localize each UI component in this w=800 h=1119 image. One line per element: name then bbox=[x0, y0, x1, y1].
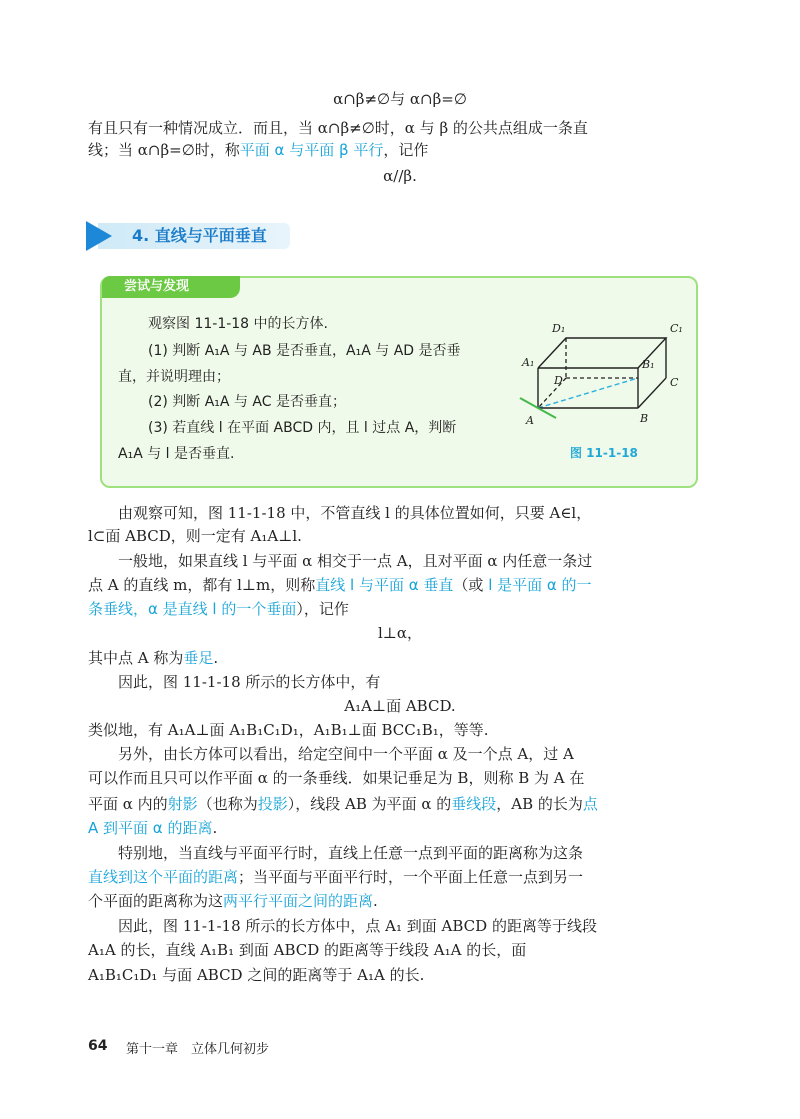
try-line: (3) 若直线 l 在平面 ABCD 内，且 l 过点 A，判断 bbox=[148, 420, 457, 436]
section-heading bbox=[86, 221, 292, 251]
term-highlight: A 到平面 α 的距离 bbox=[88, 819, 213, 837]
text: 个平面的距离称为这 bbox=[88, 892, 224, 910]
text: 线；当 α∩β=∅时，称 bbox=[88, 141, 240, 159]
text: ；当平面与平面平行时，一个平面上任意一点到另一 bbox=[238, 868, 584, 886]
paragraph-line bbox=[88, 793, 598, 815]
paragraph-line: 类似地，有 A₁A⊥面 A₁B₁C₁D₁，A₁B₁⊥面 BCC₁B₁，等等. bbox=[88, 721, 489, 739]
text: ，记作 bbox=[383, 141, 429, 159]
label-b: B bbox=[640, 412, 649, 425]
paragraph-line: 特别地，当直线与平面平行时，直线上任意一点到平面的距离称为这条 bbox=[118, 844, 584, 862]
paragraph-line: 有且只有一种情况成立．而且，当 α∩β≠∅时，α 与 β 的公共点组成一条直 bbox=[88, 119, 588, 137]
paragraph-line bbox=[88, 866, 583, 888]
formula-a1a-perp: A₁A⊥面 ABCD. bbox=[344, 697, 456, 715]
paragraph-line bbox=[88, 817, 217, 839]
try-discover-label: 尝试与发现 bbox=[124, 279, 190, 294]
paragraph-line: 可以作而且只可以作平面 α 的一条垂线．如果记垂足为 B，则称 B 为 A 在 bbox=[88, 769, 585, 787]
paragraph-line bbox=[88, 890, 378, 912]
term-highlight: 垂线段 bbox=[451, 795, 497, 813]
formula-parallel: α//β. bbox=[383, 167, 417, 185]
figure-caption: 图 11-1-18 bbox=[570, 446, 638, 460]
term-highlight: 投影 bbox=[257, 795, 288, 813]
paragraph-line: 另外，由长方体可以看出，给定空间中一个平面 α 及一个点 A，过 A bbox=[118, 745, 574, 763]
text: （也称为 bbox=[197, 795, 258, 813]
paragraph-line: A₁A 的长，直线 A₁B₁ 到面 ABCD 的距离等于线段 A₁A 的长，面 bbox=[88, 941, 527, 959]
label-a1: A₁ bbox=[522, 356, 535, 369]
text: . bbox=[212, 819, 218, 837]
chapter-title: 第十一章 立体几何初步 bbox=[126, 1042, 270, 1057]
text: . bbox=[373, 892, 378, 910]
label-a: A bbox=[526, 414, 534, 427]
text: ，AB 的长为 bbox=[496, 795, 583, 813]
paragraph-line: A₁B₁C₁D₁ 与面 ABCD 之间的距离等于 A₁A 的长. bbox=[88, 966, 425, 984]
try-line: (1) 判断 A₁A 与 AB 是否垂直，A₁A 与 AD 是否垂 bbox=[148, 343, 461, 359]
section-title: 4. 直线与平面垂直 bbox=[132, 226, 267, 245]
text: 平面 α 内的 bbox=[88, 795, 168, 813]
term-highlight: 直线到这个平面的距离 bbox=[88, 868, 239, 886]
paragraph-line bbox=[88, 647, 218, 669]
text: （或 bbox=[453, 576, 484, 594]
term-highlight: 平面 α 与平面 β 平行 bbox=[239, 141, 384, 159]
page-number: 64 bbox=[88, 1038, 108, 1054]
text: 点 A 的直线 m，都有 l⊥m，则称 bbox=[88, 576, 316, 594]
label-b1: B₁ bbox=[642, 358, 655, 371]
formula-perpendicular: l⊥α， bbox=[377, 624, 423, 642]
paragraph-line bbox=[88, 574, 592, 596]
term-highlight: 射影 bbox=[167, 795, 198, 813]
text: ），线段 AB 为平面 α 的 bbox=[287, 795, 452, 813]
try-line: A₁A 与 l 是否垂直. bbox=[118, 446, 235, 462]
paragraph-line: 因此，图 11-1-18 所示的长方体中，有 bbox=[118, 673, 381, 691]
term-highlight: 条垂线，α 是直线 l 的一个垂面 bbox=[88, 600, 297, 618]
paragraph-line: 一般地，如果直线 l 与平面 α 相交于一点 A，且对平面 α 内任意一条过 bbox=[118, 552, 593, 570]
term-highlight: 直线 l 与平面 α 垂直 bbox=[315, 576, 454, 594]
paragraph-line: l⊂面 ABCD，则一定有 A₁A⊥l. bbox=[88, 527, 302, 545]
term-highlight: 点 bbox=[582, 795, 598, 813]
try-discover-tab bbox=[102, 276, 240, 298]
paragraph-line: 因此，图 11-1-18 所示的长方体中，点 A₁ 到面 ABCD 的距离等于线段 bbox=[118, 917, 597, 935]
section-arrow-icon bbox=[86, 221, 112, 251]
label-c: C bbox=[670, 376, 679, 389]
formula-intersection: α∩β≠∅与 α∩β=∅ bbox=[333, 90, 467, 108]
label-c1: C₁ bbox=[670, 322, 683, 335]
term-highlight: 垂足 bbox=[183, 649, 214, 667]
text: 其中点 A 称为 bbox=[88, 649, 184, 667]
paragraph-line bbox=[88, 139, 428, 161]
edge bbox=[638, 378, 666, 408]
try-line: 观察图 11-1-18 中的长方体. bbox=[148, 316, 328, 332]
paragraph-line bbox=[88, 598, 349, 620]
paragraph-line: 由观察可知，图 11-1-18 中，不管直线 l 的具体位置如何，只要 A∈l， bbox=[118, 504, 592, 522]
label-d: D bbox=[554, 374, 563, 387]
term-highlight: l 是平面 α 的一 bbox=[483, 576, 592, 594]
term-highlight: 两平行平面之间的距离 bbox=[223, 892, 374, 910]
text: ），记作 bbox=[296, 600, 349, 618]
cuboid-figure bbox=[518, 316, 698, 446]
try-line: (2) 判断 A₁A 与 AC 是否垂直； bbox=[148, 394, 346, 410]
label-d1: D₁ bbox=[552, 322, 566, 335]
diagonal-ac bbox=[538, 378, 638, 408]
text: . bbox=[213, 649, 219, 667]
try-line: 直，并说明理由； bbox=[118, 369, 230, 385]
